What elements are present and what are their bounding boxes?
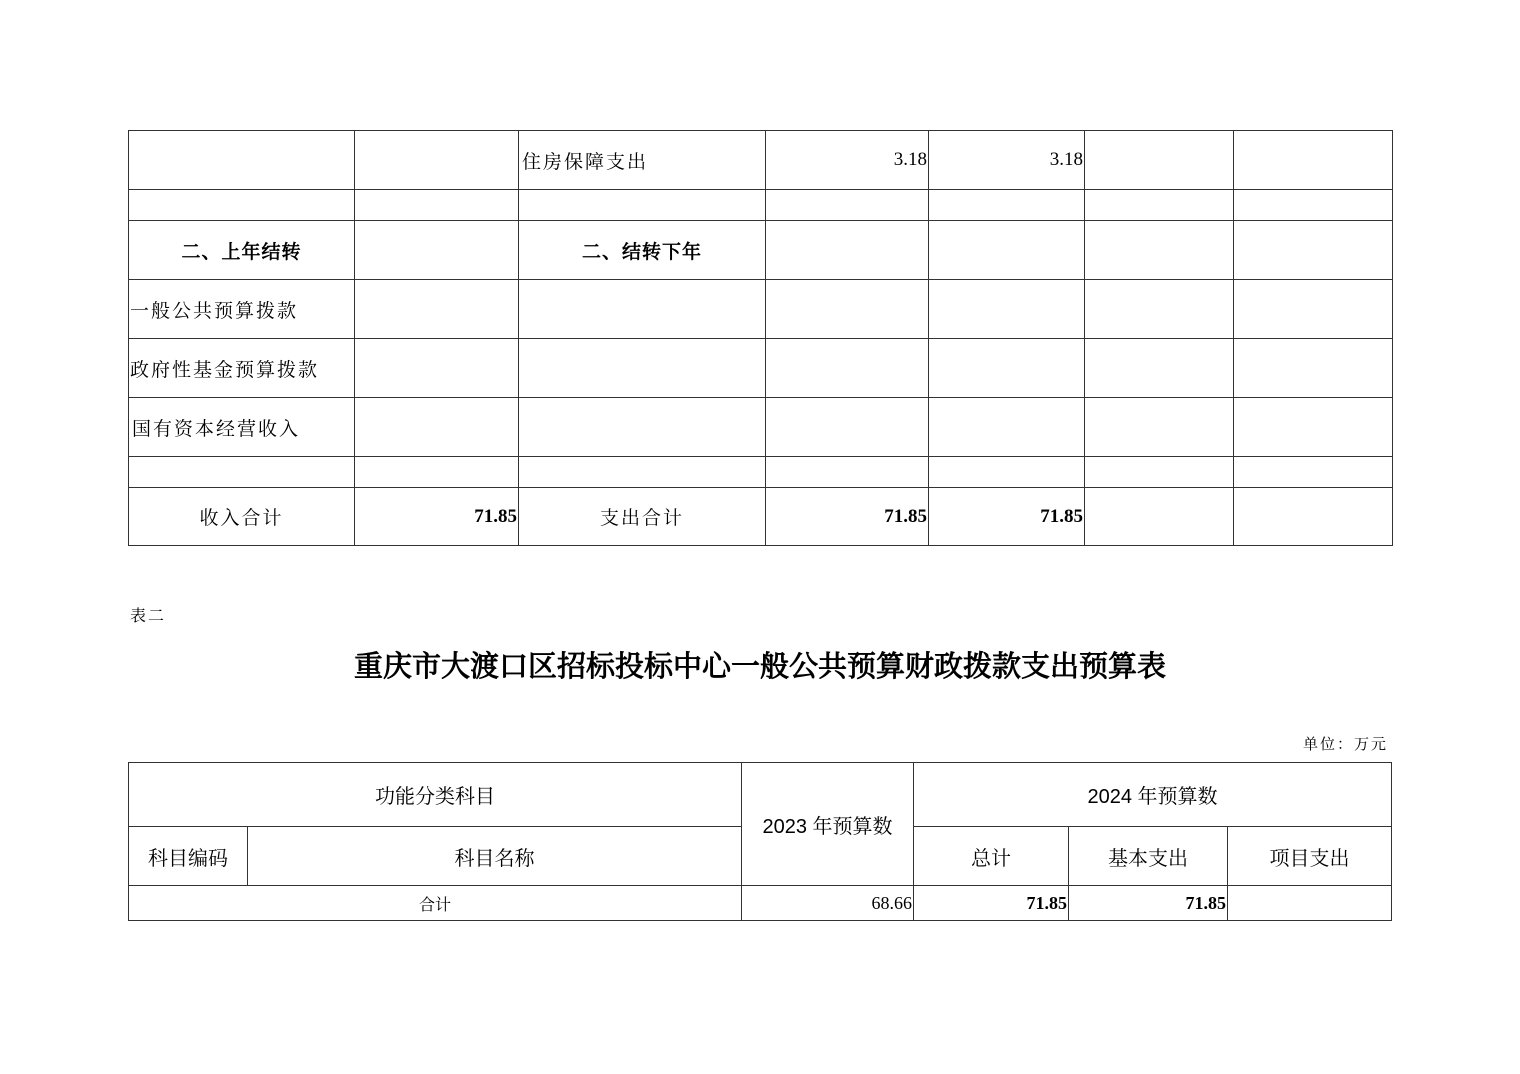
unit-label: 单位：万元 (1302, 735, 1388, 753)
header-budget-2024: 2024 年预算数 (914, 763, 1392, 827)
header-project-expenditure: 项目支出 (1228, 827, 1392, 886)
header-functional-category: 功能分类科目 (129, 763, 742, 827)
header-basic-expenditure: 基本支出 (1069, 827, 1228, 886)
header-total: 总计 (914, 827, 1069, 886)
cell (766, 280, 929, 339)
income-item-state-capital: 国有资本经营收入 (129, 398, 355, 457)
total-label: 合计 (129, 886, 742, 921)
cell (1234, 190, 1393, 221)
cell (929, 398, 1085, 457)
total-2024: 71.85 (914, 886, 1069, 921)
income-total-label: 收入合计 (129, 488, 355, 546)
cell (766, 457, 929, 488)
total-budget-2023: 68.66 (742, 886, 914, 921)
cell (766, 339, 929, 398)
expenditure-budget-table (128, 762, 1392, 921)
cell (355, 221, 519, 280)
expense-total-value: 71.85 (766, 488, 929, 546)
table-row (129, 190, 1393, 221)
cell-value: 3.18 (929, 131, 1085, 190)
cell (766, 398, 929, 457)
header-subject-name: 科目名称 (248, 827, 742, 886)
cell (929, 190, 1085, 221)
cell (355, 190, 519, 221)
cell (1234, 339, 1393, 398)
cell (355, 280, 519, 339)
cell (355, 398, 519, 457)
cell (1234, 457, 1393, 488)
section-heading-carryover-in: 二、上年结转 (129, 221, 355, 280)
cell (1085, 457, 1234, 488)
cell (1234, 131, 1393, 190)
table-label: 表二 (130, 606, 167, 625)
cell (1085, 131, 1234, 190)
header-budget-2023: 2023 年预算数 (742, 763, 914, 886)
cell (129, 131, 355, 190)
section-heading-carryover-out: 二、结转下年 (519, 221, 766, 280)
cell (1234, 488, 1393, 546)
table-row (129, 280, 1393, 339)
cell (519, 190, 766, 221)
expense-total-label: 支出合计 (519, 488, 766, 546)
cell (766, 190, 929, 221)
expense-item-housing: 住房保障支出 (519, 131, 766, 190)
cell (1085, 339, 1234, 398)
cell (1085, 280, 1234, 339)
cell (519, 280, 766, 339)
cell (929, 280, 1085, 339)
cell (929, 339, 1085, 398)
page-title: 重庆市大渡口区招标投标中心一般公共预算财政拨款支出预算表 (353, 649, 1166, 683)
income-item-general-budget: 一般公共预算拨款 (129, 280, 355, 339)
table-row (129, 457, 1393, 488)
cell (1234, 221, 1393, 280)
table-row (129, 398, 1393, 457)
cell (355, 457, 519, 488)
cell (929, 457, 1085, 488)
total-project (1228, 886, 1392, 921)
cell (519, 457, 766, 488)
cell (519, 398, 766, 457)
total-row (129, 886, 1392, 921)
cell (129, 457, 355, 488)
table-row (129, 339, 1393, 398)
expense-total-value: 71.85 (929, 488, 1085, 546)
cell (1085, 190, 1234, 221)
cell (1234, 398, 1393, 457)
income-expense-table (128, 130, 1393, 546)
table-row (129, 221, 1393, 280)
table-row (129, 131, 1393, 190)
table-row (129, 488, 1393, 546)
header-subject-code: 科目编码 (129, 827, 248, 886)
cell (129, 190, 355, 221)
cell (1085, 221, 1234, 280)
cell (766, 221, 929, 280)
cell (519, 339, 766, 398)
header-row (129, 763, 1392, 827)
cell (1085, 488, 1234, 546)
cell (929, 221, 1085, 280)
cell (1234, 280, 1393, 339)
income-item-gov-fund: 政府性基金预算拨款 (129, 339, 355, 398)
total-basic: 71.85 (1069, 886, 1228, 921)
cell (1085, 398, 1234, 457)
cell-value: 3.18 (766, 131, 929, 190)
cell (355, 339, 519, 398)
income-total-value: 71.85 (355, 488, 519, 546)
cell (355, 131, 519, 190)
